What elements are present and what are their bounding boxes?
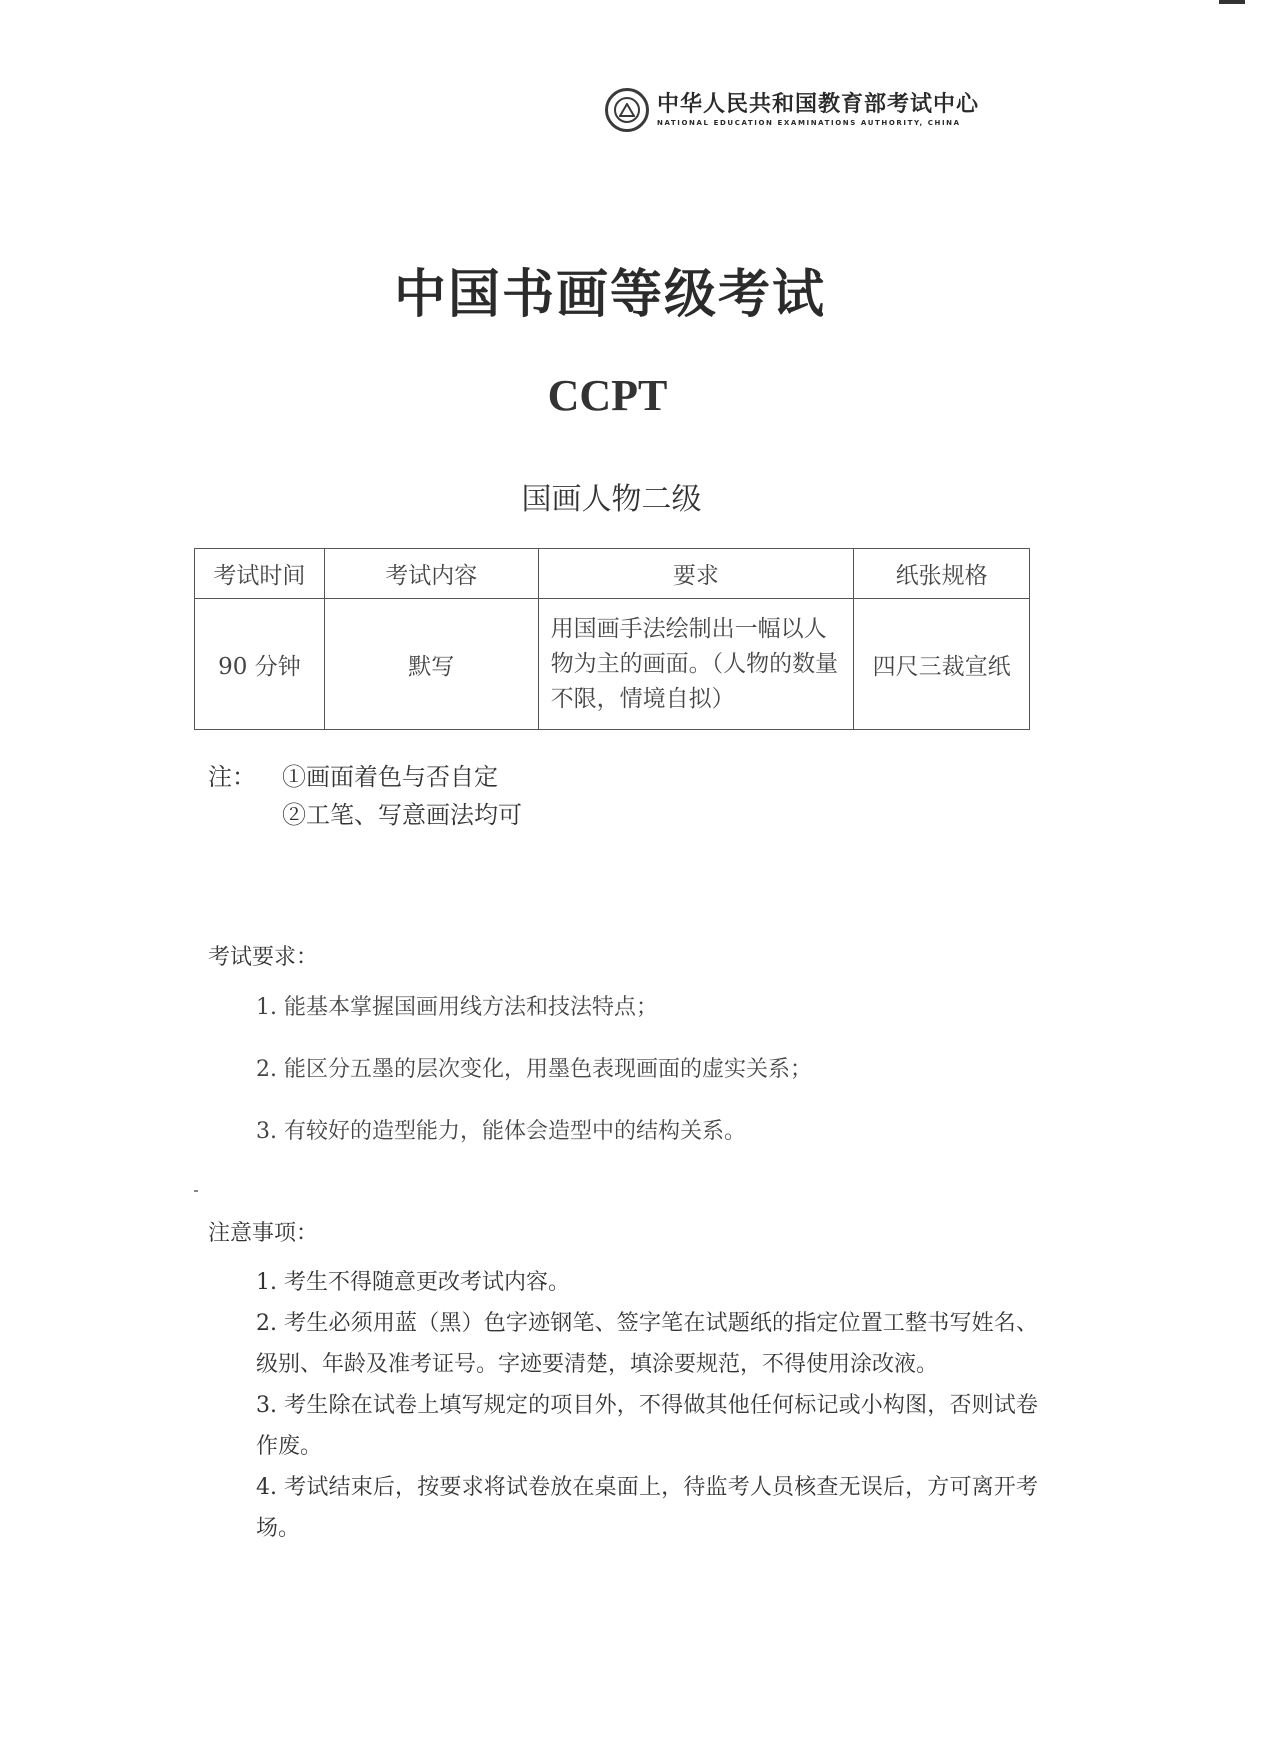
attention-list [256,1262,1038,1549]
attention-heading: 注意事项： [208,1221,319,1246]
org-header [605,88,979,132]
list-item: 1. 考生不得随意更改考试内容。 [256,1270,570,1295]
page-subtitle: CCPT [547,371,668,420]
page-title: 中国书画等级考试 [393,265,826,325]
notes-block [208,758,522,834]
header-requirement: 要求 [538,549,854,599]
exam-requirements-heading: 考试要求： [208,945,319,970]
list-item: 2. 考生必须用蓝（黑）色字迹钢笔、签字笔在试题纸的指定位置工整书写姓名、级别、年龄及准考证号。字迹要清楚，填涂要规范，不得使用涂改液。 [256,1311,1038,1377]
table-row [195,599,1030,730]
cell-requirement: 用国画手法绘制出一幅以人物为主的画面。（人物的数量不限，情境自拟） [538,599,854,730]
exam-level: 国画人物二级 [521,482,702,517]
org-emblem-icon [605,88,649,132]
org-name-en: NATIONAL EDUCATION EXAMINATIONS AUTHORITY, CHINA [657,119,961,127]
note-item: ①画面着色与否自定 [282,763,498,791]
list-item: 2. 能区分五墨的层次变化，用墨色表现画面的虚实关系； [256,1057,812,1082]
header-exam-time: 考试时间 [195,549,325,599]
scan-corner-mark [1219,0,1245,4]
scan-speck [194,1190,198,1192]
list-item: 4. 考试结束后，按要求将试卷放在桌面上，待监考人员核查无误后，方可离开考场。 [256,1475,1038,1541]
org-name-cn: 中华人民共和国教育部考试中心 [657,92,980,117]
notes-label: 注： [208,763,256,791]
header-paper-spec: 纸张规格 [854,549,1030,599]
note-item: ②工笔、写意画法均可 [282,801,522,829]
cell-paper-spec: 四尺三裁宣纸 [854,599,1030,730]
cell-exam-time: 90 分钟 [195,599,325,730]
cell-exam-content: 默写 [324,599,538,730]
list-item: 3. 考生除在试卷上填写规定的项目外，不得做其他任何标记或小构图，否则试卷作废。 [256,1393,1038,1459]
exam-table [194,548,1030,730]
header-exam-content: 考试内容 [324,549,538,599]
exam-requirements-list [256,990,812,1176]
list-item: 1. 能基本掌握国画用线方法和技法特点； [256,995,658,1020]
table-header-row [195,549,1030,599]
list-item: 3. 有较好的造型能力，能体会造型中的结构关系。 [256,1119,746,1144]
